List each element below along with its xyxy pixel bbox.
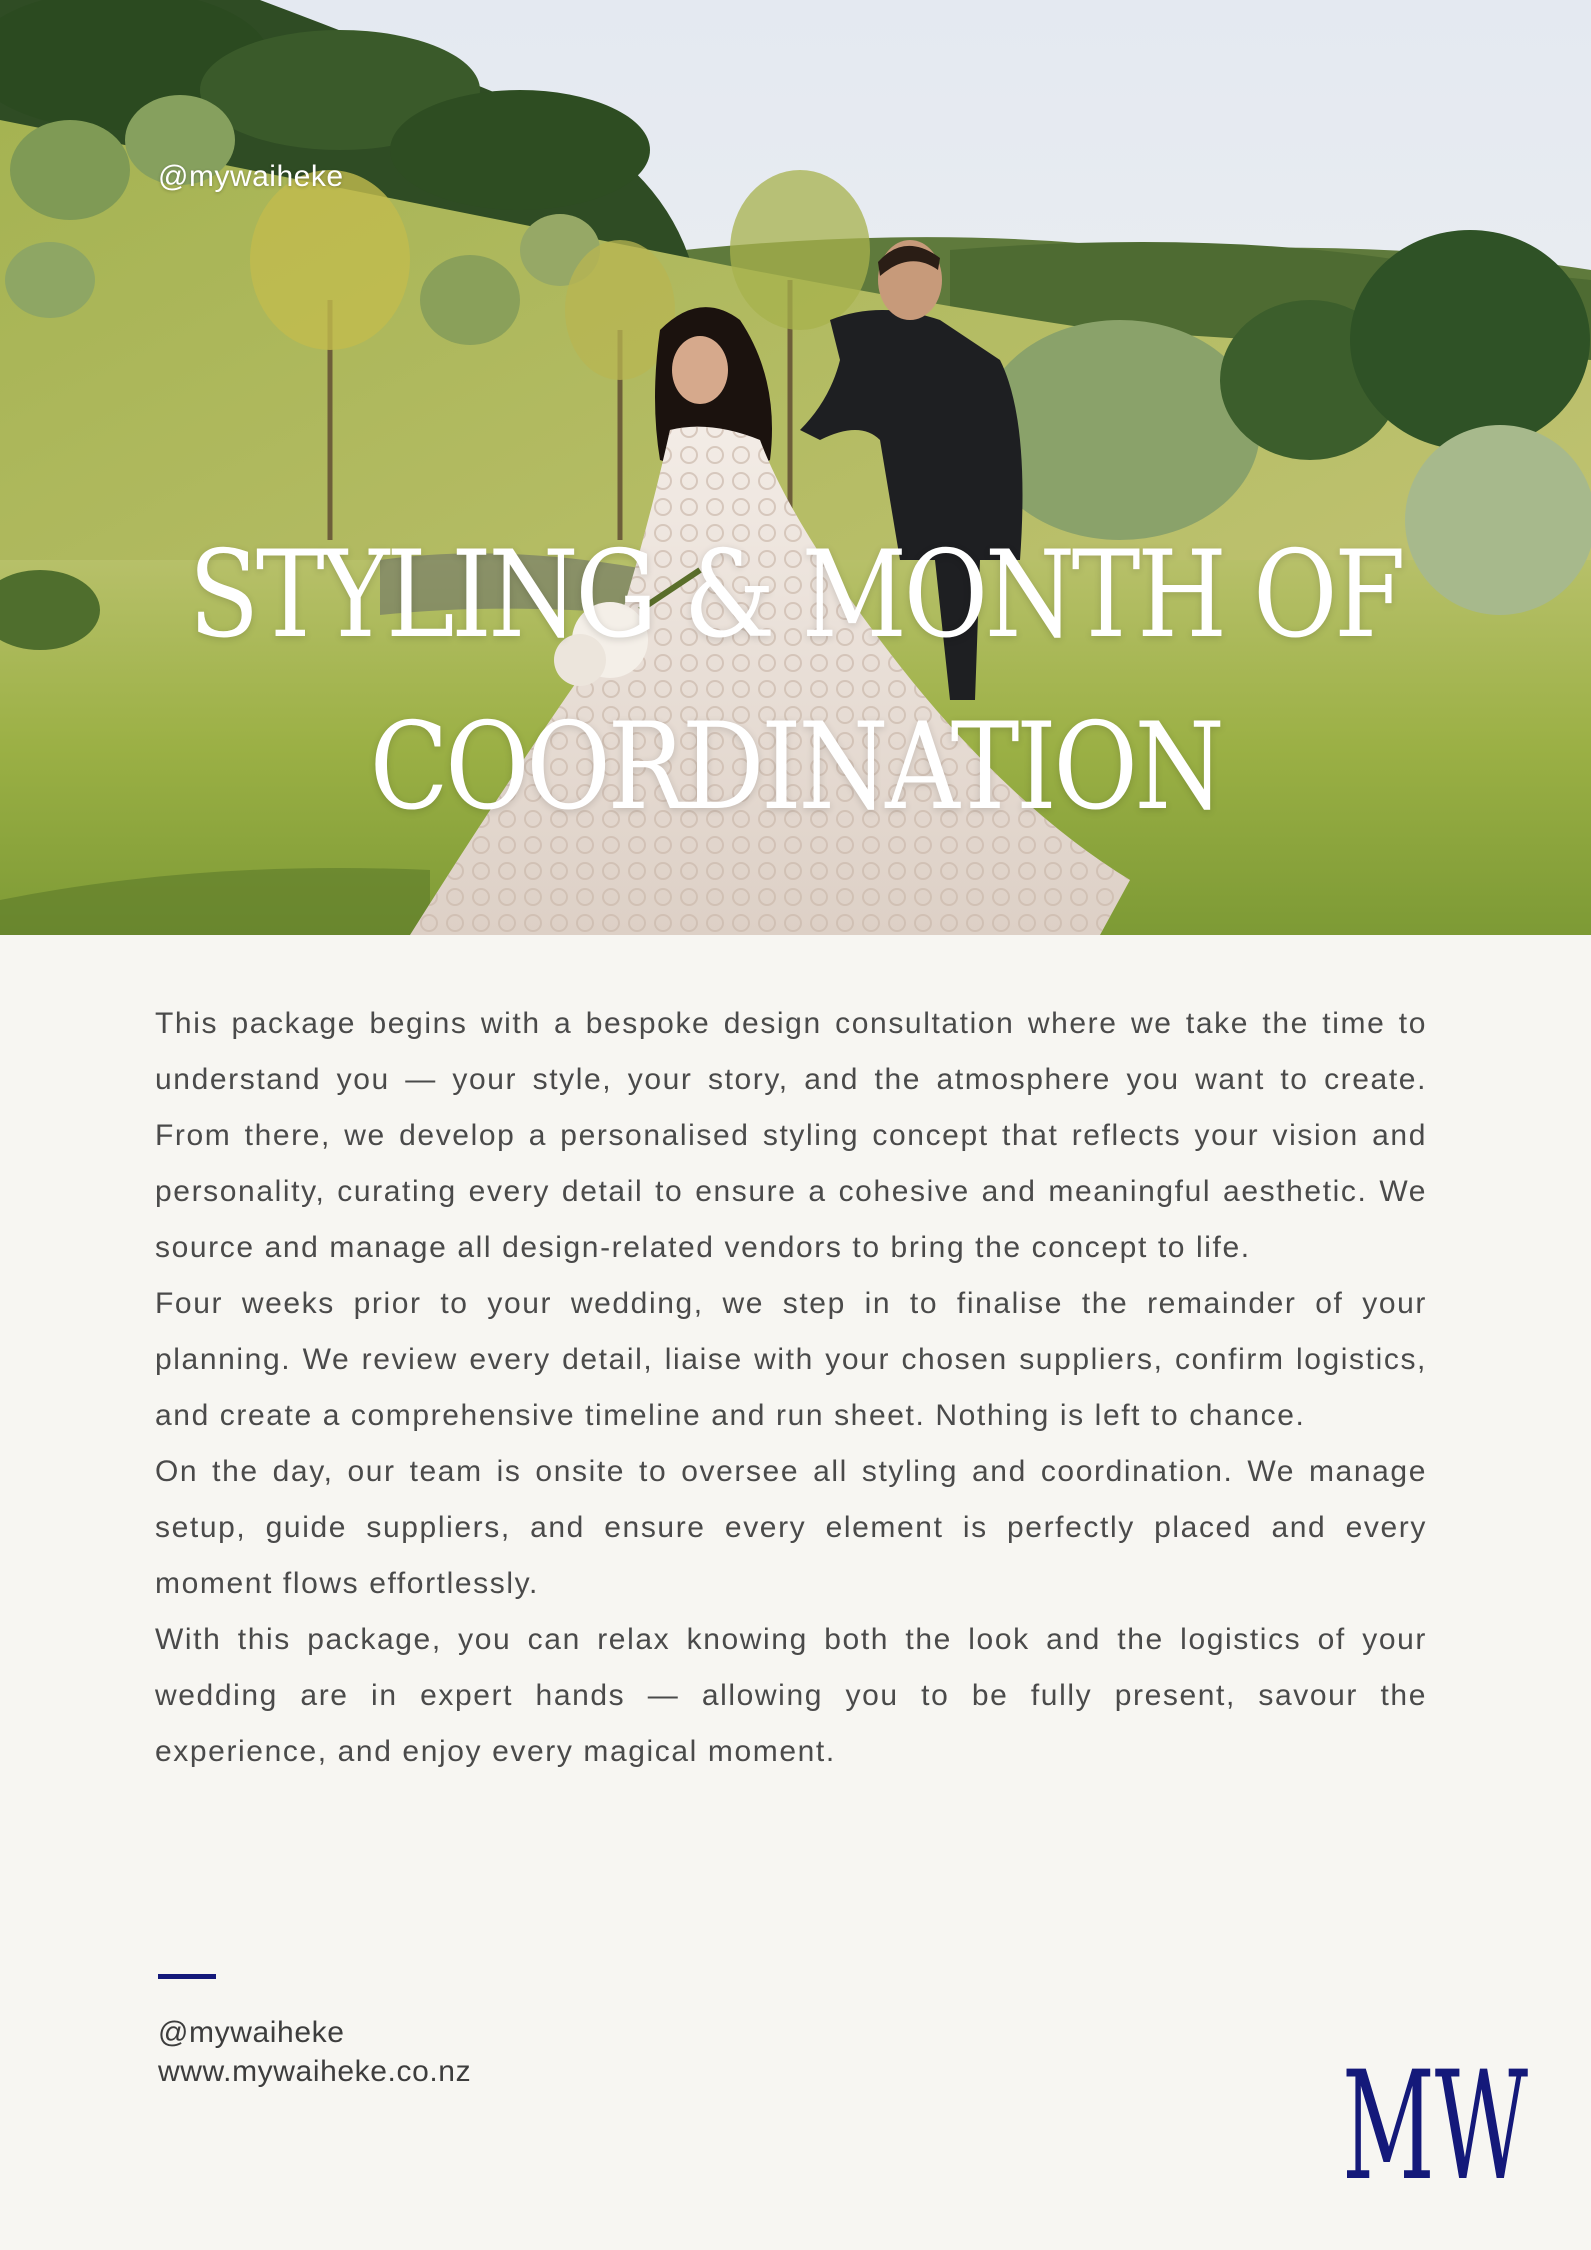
hero-handle: @mywaiheke [158, 160, 344, 193]
paragraph-planning: Four weeks prior to your wedding, we step in to finalise the remainder of your planning. We review every detail, liaise with your chosen suppliers, confirm logistics, and create a comprehensive timeline and run sheet. Nothing is left to chance. [155, 1287, 1427, 1432]
title-line-2: COORDINATION [369, 698, 1222, 837]
accent-divider [158, 1974, 216, 1979]
title-line-1: STYLING & MONTH OF [188, 526, 1403, 665]
footer-instagram-handle[interactable]: @mywaiheke [158, 2016, 345, 2049]
footer-website-link[interactable]: www.mywaiheke.co.nz [158, 2055, 472, 2088]
hero-image [0, 0, 1591, 935]
paragraph-summary: With this package, you can relax knowing both the look and the logistics of your wedding are in expert hands — allowing you to be fully present, savour the experience, and enjoy every magical moment. [155, 1623, 1427, 1768]
paragraph-consultation: This package begins with a bespoke design consultation where we take the time to understand you — your style, your story, and the atmosphere you want to create. From there, we develop a personalised styling concept that reflects your vision and personality, curating every detail to ensure a cohesive and meaningful aesthetic. We source and manage all design-related vendors to bring the concept to life. [155, 1007, 1427, 1264]
mw-logo [1340, 2040, 1530, 2190]
paragraph-on-the-day: On the day, our team is onsite to oversee all styling and coordination. We manage setup, guide suppliers, and ensure every element is perfectly placed and every moment flows effortlessly. [155, 1455, 1427, 1600]
page-title [111, 510, 1479, 854]
logo-text: MW [1342, 2040, 1528, 2190]
package-description [155, 996, 1427, 1780]
